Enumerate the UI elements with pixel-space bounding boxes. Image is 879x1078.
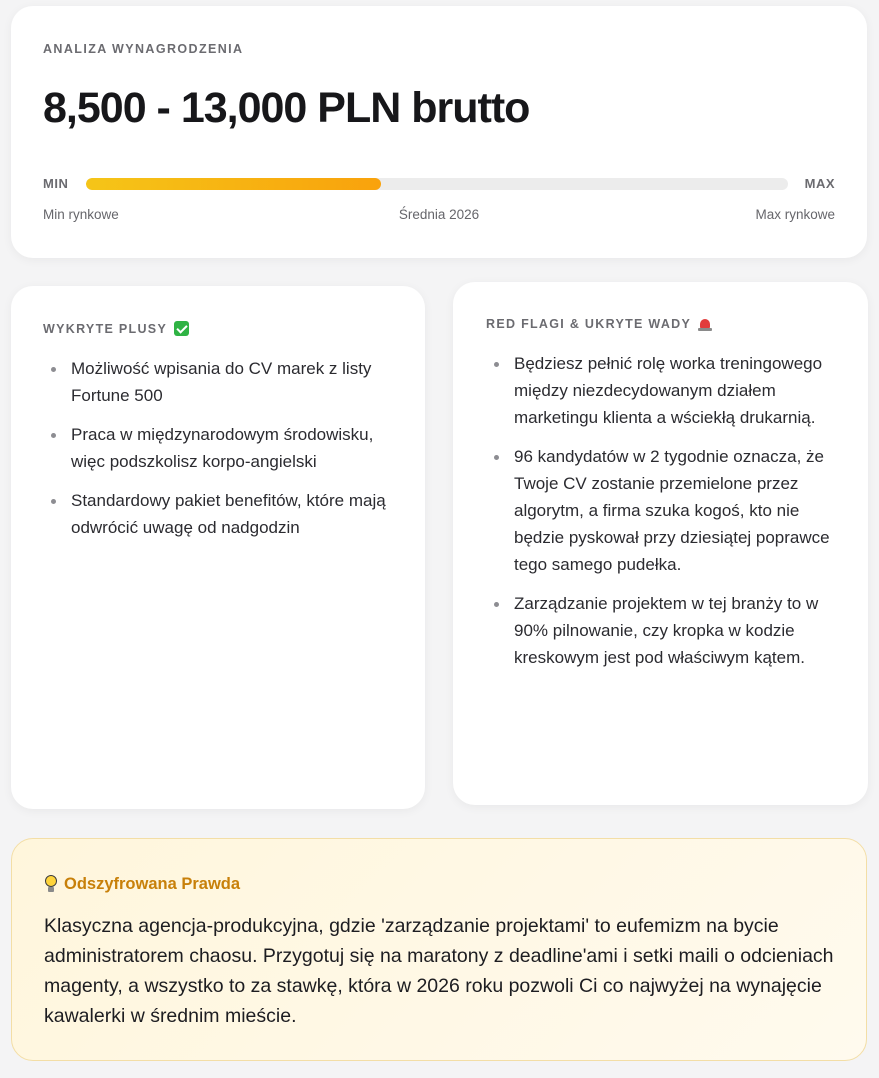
pros-card xyxy=(11,286,425,809)
pros-list xyxy=(43,355,393,541)
pros-title: WYKRYTE PLUSY xyxy=(43,321,168,336)
light-bulb-icon xyxy=(44,874,58,894)
market-min-label: Min rynkowe xyxy=(43,207,119,222)
red-flags-heading xyxy=(486,317,836,331)
list-item: 96 kandydatów w 2 tygodnie oznacza, że Twoje CV zostanie przemielone przez algorytm, a firma szuka kogoś, kto nie będzie pyskował przy dziesiątej poprawce tego samego pudełka. xyxy=(486,443,836,578)
red-flags-card xyxy=(453,282,868,805)
list-item: Zarządzanie projektem w tej branży to w 90% pilnowanie, czy kropka w kodzie kreskowym jest pod właściwym kątem. xyxy=(486,590,836,671)
decoded-truth-heading xyxy=(44,874,834,894)
salary-analysis-card xyxy=(11,6,867,258)
check-mark-icon xyxy=(174,321,189,336)
list-item: Będziesz pełnić rolę worka treningowego między niezdecydowanym działem marketingu klienta a wściekłą drukarnią. xyxy=(486,350,836,431)
salary-range-bar xyxy=(43,176,835,192)
range-track xyxy=(86,178,788,190)
decoded-truth-title: Odszyfrowana Prawda xyxy=(64,874,241,893)
market-max-label: Max rynkowe xyxy=(755,207,835,222)
list-item: Standardowy pakiet benefitów, które mają odwrócić uwagę od nadgodzin xyxy=(43,487,393,541)
decoded-truth-text: Klasyczna agencja-produkcyjna, gdzie 'zarządzanie projektami' to eufemizm na bycie administratorem chaosu. Przygotuj się na maratony z deadline'ami i setki maili o odcieniach magenty, a wszystko to za stawkę, która w 2026 roku pozwoli Ci co najwyżej na wynajęcie kawalerki w średnim mieście. xyxy=(44,915,834,1027)
siren-icon xyxy=(698,318,712,331)
range-min-label: MIN xyxy=(43,176,69,191)
pros-heading xyxy=(43,321,393,336)
list-item: Praca w międzynarodowym środowisku, więc podszkolisz korpo-angielski xyxy=(43,421,393,475)
range-fill xyxy=(86,178,381,190)
range-max-label: MAX xyxy=(804,176,835,191)
decoded-truth-card xyxy=(11,838,867,1061)
red-flags-list xyxy=(486,350,836,671)
salary-range: 8,500 - 13,000 PLN brutto xyxy=(43,84,530,132)
salary-eyebrow: ANALIZA WYNAGRODZENIA xyxy=(43,42,244,56)
list-item: Możliwość wpisania do CV marek z listy Fortune 500 xyxy=(43,355,393,409)
average-2026-label: Średnia 2026 xyxy=(398,207,480,222)
red-flags-title: RED FLAGI & UKRYTE WADY xyxy=(486,317,692,331)
